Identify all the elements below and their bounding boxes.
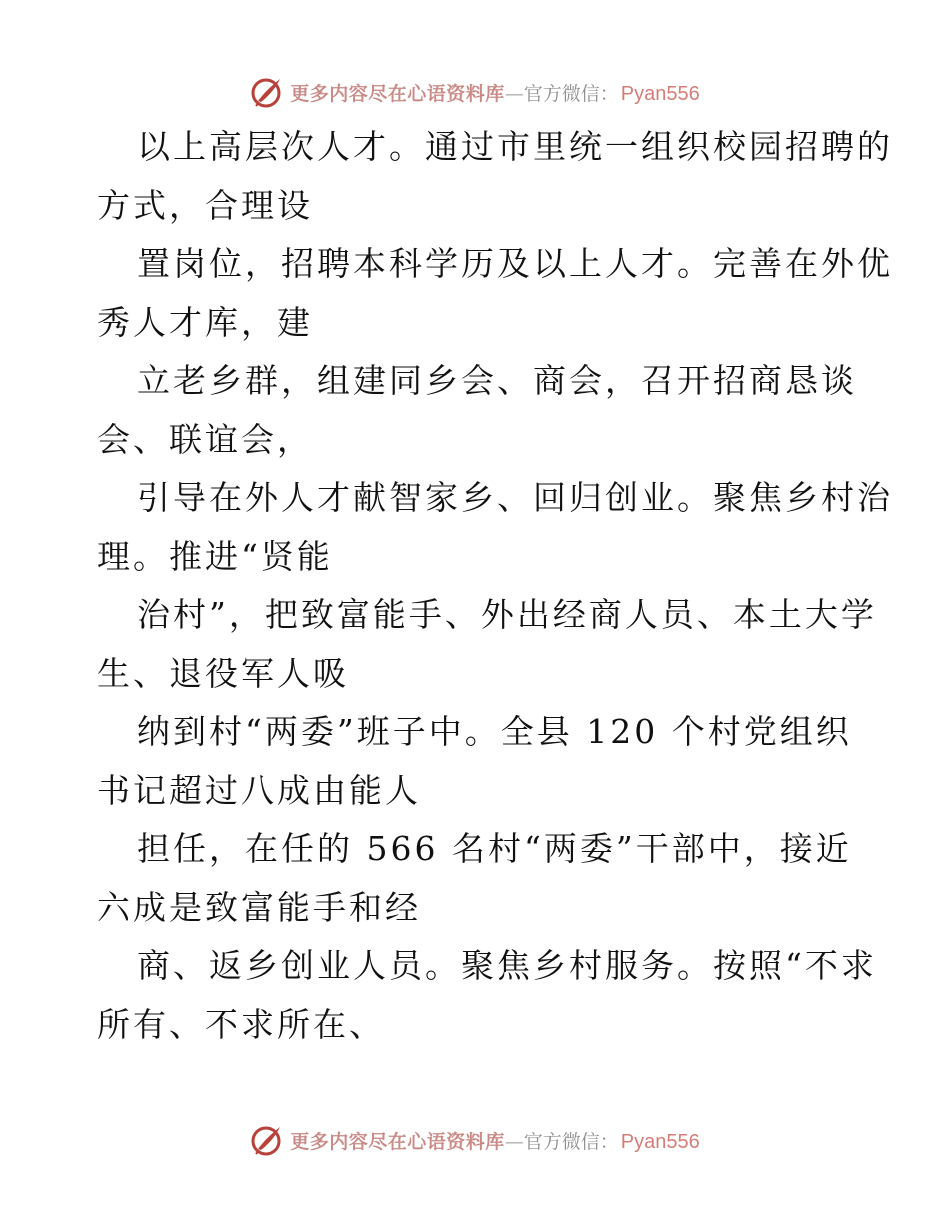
body-line: 六成是致富能手和经 [97,887,421,927]
body-line: 理。推进“贤能 [97,536,333,576]
footer-banner [0,1120,950,1160]
banner-main-text: 更多内容尽在心语资料库 [290,82,505,105]
quill-logo-icon [250,75,284,109]
body-line: 以上高层次人才。通过市里统一组织校园招聘的 [137,127,893,166]
body-line: 商、返乡创业人员。聚焦乡村服务。按照“不求 [137,946,877,985]
body-line: 置岗位，招聘本科学历及以上人才。完善在外优 [137,244,893,283]
banner-text [290,1127,700,1154]
body-line: 立老乡群，组建同乡会、商会，召开招商恳谈 [137,361,857,400]
body-line: 生、退役军人吸 [97,653,349,693]
body-line: 会、联谊会， [97,419,313,459]
banner-main-text: 更多内容尽在心语资料库 [290,1130,505,1153]
banner-wechat-id: Pyan556 [620,1130,700,1153]
banner-separator: — [504,82,524,105]
banner-separator: — [504,1130,524,1153]
body-line: 担任，在任的 566 名村“两委”干部中，接近 [137,829,852,868]
banner-wechat-id: Pyan556 [620,82,700,105]
header-banner [0,72,950,112]
banner-wechat-label: 官方微信： [523,82,619,105]
body-line: 方式，合理设 [97,185,313,225]
body-line: 书记超过八成由能人 [97,770,421,810]
body-line: 纳到村“两委”班子中。全县 120 个村党组织 [137,712,852,751]
body-line: 引导在外人才献智家乡、回归创业。聚焦乡村治 [137,478,893,517]
quill-logo-icon [250,1123,284,1157]
banner-text [290,79,700,106]
body-line: 秀人才库，建 [97,302,313,342]
body-line: 治村”，把致富能手、外出经商人员、本土大学 [137,595,877,634]
document-body [97,118,893,1054]
body-line: 所有、不求所在、 [97,1004,385,1044]
banner-wechat-label: 官方微信： [523,1130,619,1153]
